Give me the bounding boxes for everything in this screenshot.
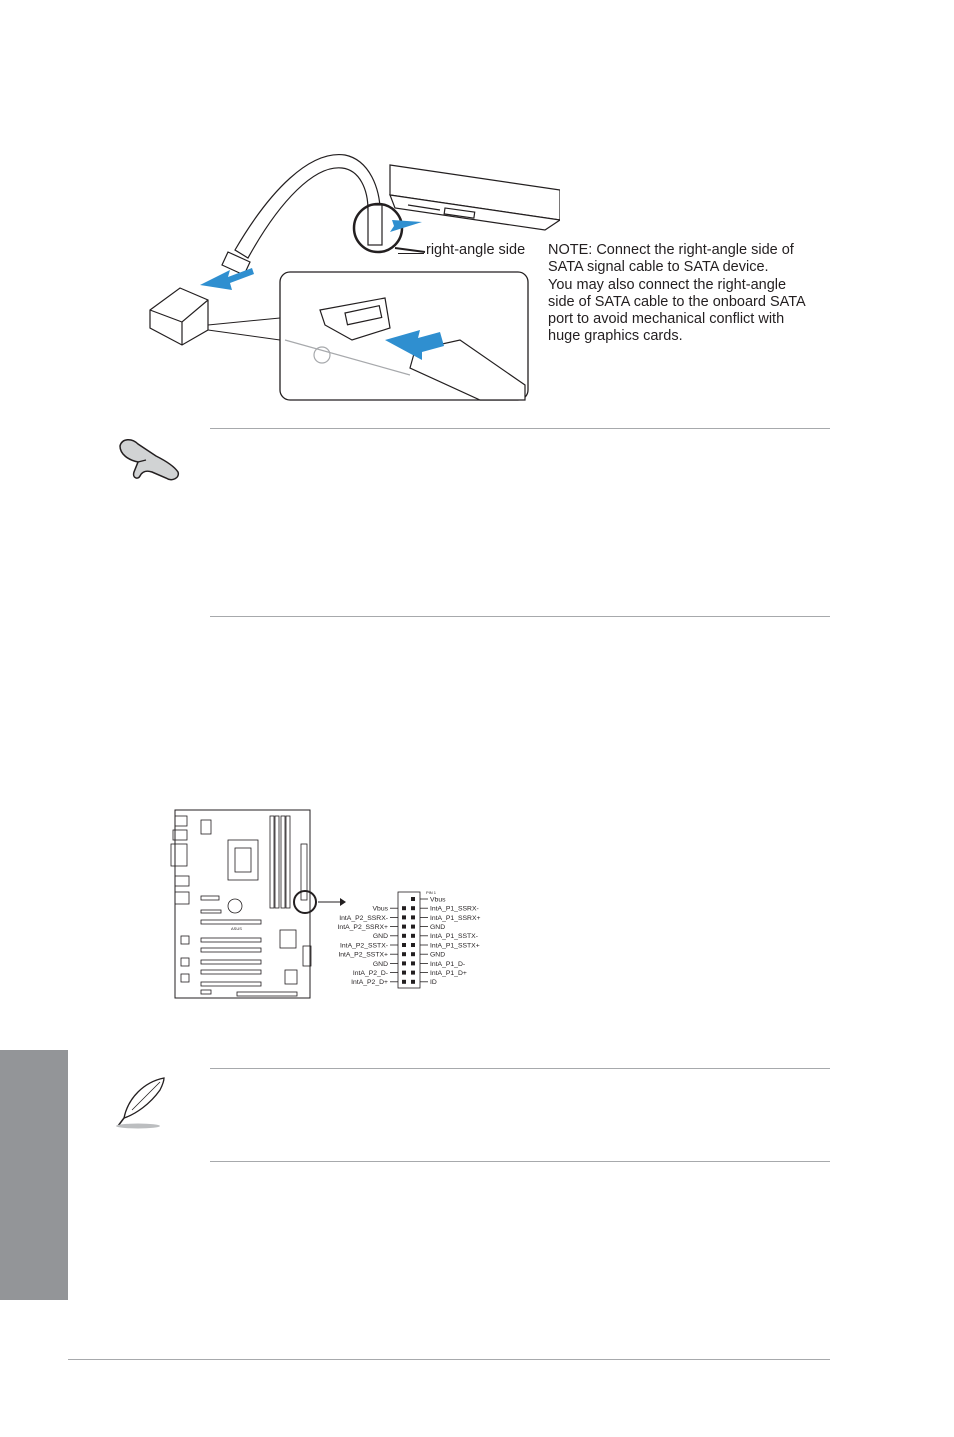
pin-label-left: IntA_P2_D+ <box>351 979 388 987</box>
usb3-header-pinout <box>330 888 500 990</box>
pin <box>411 915 415 919</box>
pin-label-right: IntA_P1_SSTX+ <box>430 942 480 950</box>
note-line: port to avoid mechanical conflict with <box>548 311 785 328</box>
pin-label-right: Vbus <box>430 896 446 904</box>
pin <box>411 961 415 965</box>
pin-label-left: IntA_P2_D- <box>352 970 388 977</box>
pin-label-right: GND <box>430 951 446 959</box>
sata-cable-illustration <box>140 150 560 405</box>
pin <box>411 943 415 947</box>
pin <box>402 915 406 919</box>
pin-label-right: IntA_P1_SSTX- <box>430 933 478 941</box>
pin <box>411 934 415 938</box>
pin <box>402 925 406 929</box>
pin <box>402 980 406 984</box>
arrow-icon <box>200 268 254 290</box>
pin-label-right: IntA_P1_SSRX+ <box>430 914 481 922</box>
pin-label-left: Vbus <box>372 905 388 913</box>
pin <box>411 952 415 956</box>
pin <box>402 952 406 956</box>
pin <box>402 961 406 965</box>
pin-label-left: IntA_P2_SSRX- <box>339 914 388 922</box>
pin1-label: PIN 1 <box>426 890 437 895</box>
arrow-icon <box>390 220 422 232</box>
note-line: You may also connect the right-angle <box>548 276 787 293</box>
note-feather-icon <box>114 1074 172 1130</box>
pin-label-left: IntA_P2_SSRX+ <box>337 924 388 931</box>
pin <box>402 971 406 975</box>
caution-hand-icon <box>116 432 182 484</box>
pin <box>402 934 406 938</box>
pin <box>411 925 415 929</box>
note-line: NOTE: Connect the right-angle side of <box>548 242 794 258</box>
note-top-rule <box>210 1068 830 1069</box>
note-line: SATA signal cable to SATA device. <box>548 259 769 276</box>
pin-label-right: GND <box>430 924 446 931</box>
figure-note-text <box>548 242 838 346</box>
pin-label-right: IntA_P1_SSRX- <box>430 905 479 913</box>
label-leader-line <box>398 253 424 254</box>
pin <box>411 897 415 901</box>
pin <box>411 971 415 975</box>
note-line: side of SATA cable to the onboard SATA <box>548 293 806 310</box>
caution-bottom-rule <box>210 616 830 617</box>
pin-label-right: ID <box>430 979 437 987</box>
pin-label-left: GND <box>372 933 388 941</box>
footer-rule <box>68 1359 830 1360</box>
pin <box>411 980 415 984</box>
sata-cube-drawing <box>150 288 208 345</box>
pin <box>402 943 406 947</box>
pin-label-right: IntA_P1_D+ <box>430 970 467 977</box>
note-bottom-rule <box>210 1161 830 1162</box>
pin-label-left: GND <box>372 960 388 968</box>
chapter-side-tab <box>0 1050 68 1300</box>
caution-top-rule <box>210 428 830 429</box>
pin-label-right: IntA_P1_D- <box>430 960 466 968</box>
sata-device-drawing <box>390 165 560 230</box>
pin-label-left: IntA_P2_SSTX+ <box>338 951 388 959</box>
pin <box>402 906 406 910</box>
pin-label-left: IntA_P2_SSTX- <box>340 942 388 950</box>
pin <box>411 906 415 910</box>
note-line: huge graphics cards. <box>548 328 683 345</box>
motherboard-layout-diagram <box>165 808 320 1002</box>
right-angle-side-label: right-angle side <box>426 242 526 258</box>
board-logo: ASUS <box>231 926 242 931</box>
